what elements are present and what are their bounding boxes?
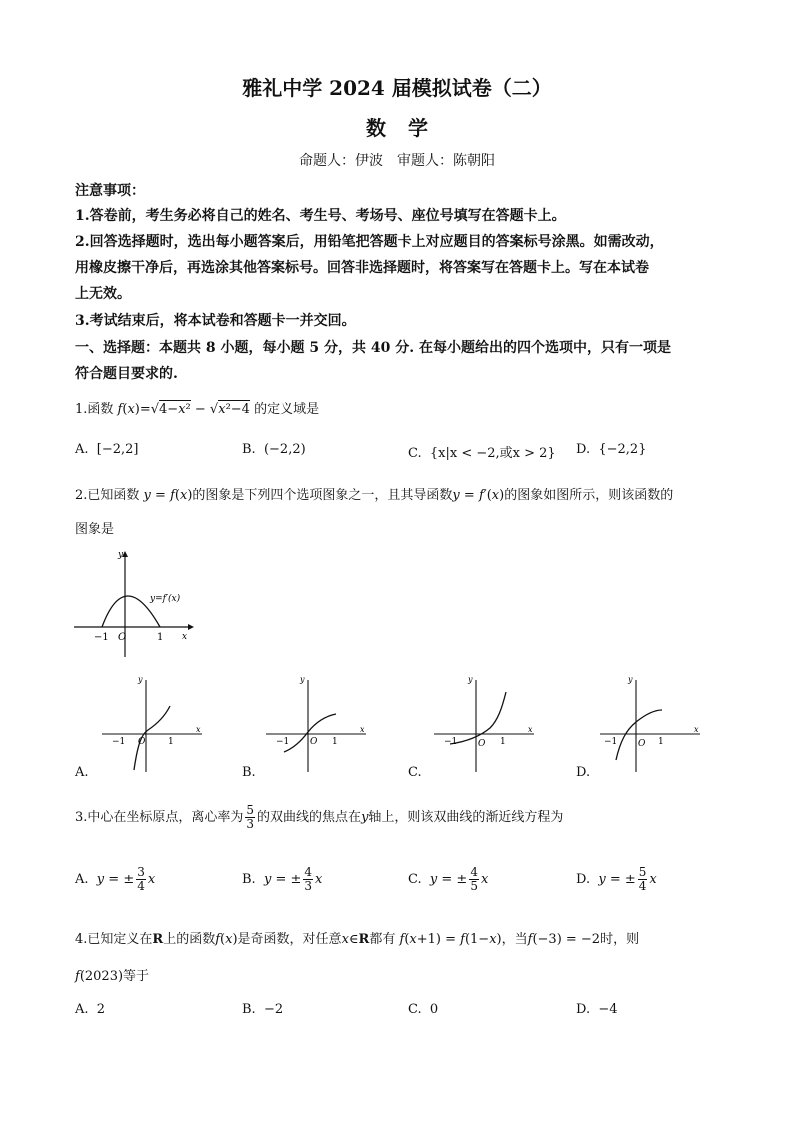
derivative-graph [70,545,200,660]
q3-option-a: A. y = ± $\frac{3}{4}$ x [75,865,156,893]
subject-title: 数学 [366,116,450,140]
authors-line: 命题人：伊波 审题人：陈朝阳 [299,153,495,169]
svg-text:1: 1 [157,632,164,643]
q2-option-b-graph [262,672,372,777]
question-1-stem: 1.函数 f(x)=√4−x² − √x²−4 的定义域是 [75,402,320,417]
q2-option-a-graph [98,672,208,777]
svg-text:O: O [638,739,646,749]
svg-text:y=f′(x): y=f′(x) [150,594,181,604]
svg-text:−1: −1 [94,632,109,643]
svg-text:x: x [360,725,365,734]
svg-text:x: x [182,632,188,642]
q4-option-c: C. 0 [408,1002,439,1017]
section-1-heading-line-1: 一、选择题：本题共 8 小题，每小题 5 分，共 40 分. 在每小题给出的四个选项中，只有一项是 [75,340,671,356]
svg-text:1: 1 [168,737,174,747]
q4-option-a: A. 2 [75,1002,106,1017]
q1-option-d: D. {−2,2} [576,442,647,457]
svg-text:O: O [310,737,318,747]
svg-text:−1: −1 [444,737,458,747]
q1-option-b: B. (−2,2) [242,442,306,457]
svg-text:1: 1 [332,737,338,747]
svg-text:−1: −1 [276,737,290,747]
svg-text:O: O [138,737,146,747]
q2-option-b: B. [242,765,256,780]
svg-text:−1: −1 [604,737,618,747]
q1-prefix: 1.函数 [75,402,114,417]
svg-text:O: O [118,632,127,643]
question-4-stem: 4.已知定义在R上的函数f(x)是奇函数，对任意x∈R都有 f(x+1) = f(1−x)，当f(−3) = −2时，则 [75,932,640,947]
svg-text:y: y [300,675,305,684]
svg-text:x: x [694,725,699,734]
svg-text:1: 1 [500,737,506,747]
q2-option-d-graph [596,672,706,777]
question-3-stem: 3.中心在坐标原点，离心率为 $\frac{5}{3}$ 的双曲线的焦点在y轴上，则该双曲线的渐近线方程为 [75,803,564,831]
q1-option-c: C. {x|x < −2,或x > 2} [408,446,556,461]
notice-item-1: 1.答卷前，考生务必将自己的姓名、考生号、考场号、座位号填写在答题卡上。 [75,208,566,224]
q2-option-c-graph [430,672,540,777]
svg-text:y: y [118,550,124,560]
q3-option-c: C. y = ± $\frac{4}{5}$ x [408,865,489,893]
notice-heading: 注意事项： [75,183,145,199]
q1-option-a: A. [−2,2] [75,442,139,457]
notice-item-2-line-2: 用橡皮擦干净后，再选涂其他答案标号。回答非选择题时，将答案写在答题卡上。写在本试卷 [75,260,649,276]
svg-text:x: x [528,725,533,734]
q3-option-d: D. y = ± $\frac{5}{4}$ x [576,865,657,893]
q2-option-c: C. [408,765,422,780]
notice-item-3: 3.考试结束后，将本试卷和答题卡一并交回。 [75,313,356,329]
q4-option-b: B. −2 [242,1002,284,1017]
svg-text:y: y [138,675,143,684]
svg-text:y: y [628,675,633,684]
svg-text:x: x [196,725,201,734]
notice-item-2-line-1: 2.回答选择题时，选出每小题答案后，用铅笔把答题卡上对应题目的答案标号涂黑。如需改动， [75,234,664,250]
q3-option-b: B. y = ± $\frac{4}{3}$ x [242,865,323,893]
section-1-heading-line-2: 符合题目要求的. [75,366,178,382]
question-2-stem: 2.已知函数 y = f(x)的图象是下列四个选项图象之一，且其导函数y = f′(x)的图象如图所示，则该函数的 [75,488,674,503]
notice-item-2-line-3: 上无效。 [75,286,131,302]
q2-option-a: A. [75,765,89,780]
svg-text:y: y [468,675,473,684]
q4-option-d: D. −4 [576,1002,618,1017]
q1-suffix: 的定义域是 [254,402,320,417]
question-2-stem-line-2: 图象是 [75,522,115,537]
svg-text:1: 1 [658,737,664,747]
svg-text:O: O [478,739,486,749]
exam-title: 雅礼中学 2024 届模拟试卷（二） [242,76,552,100]
q2-option-d: D. [576,765,591,780]
question-4-stem-line-2: f(2023)等于 [75,969,150,984]
svg-text:−1: −1 [112,737,126,747]
